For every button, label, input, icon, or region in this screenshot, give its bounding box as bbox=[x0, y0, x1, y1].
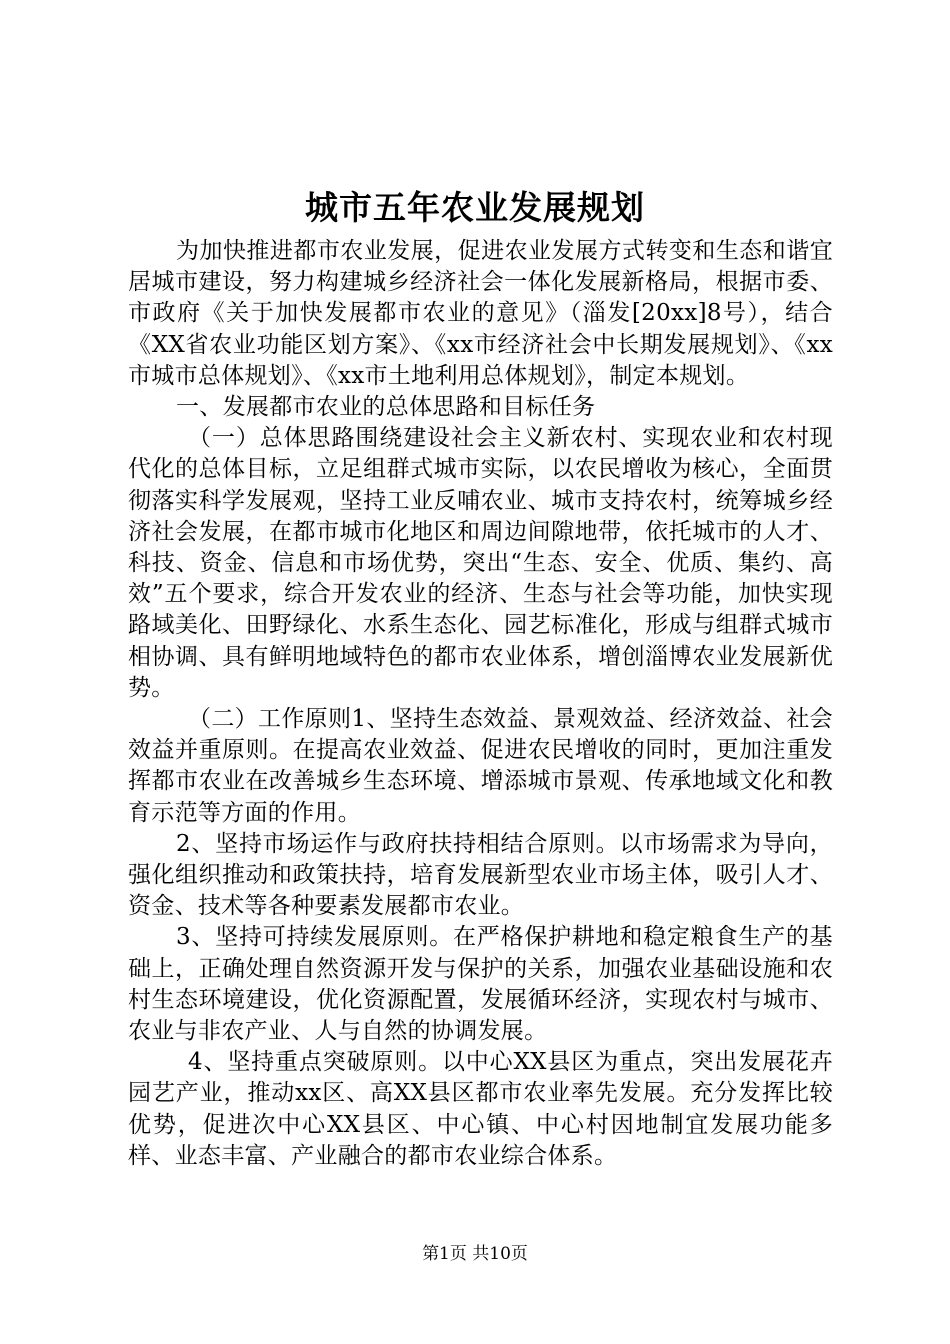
paragraph-intro: 为加快推进都市农业发展，促进农业发展方式转变和生态和谐宜居城市建设，努力构建城乡经济社会一体化发展新格局，根据市委、市政府《关于加快发展都市农业的意见》（淄发[20xx]8号），结合《XX省农业功能区划方案》、《xx市经济社会中长期发展规划》、《xx市城市总体规划》、《xx市土地利用总体规划》，制定本规划。 bbox=[128, 238, 833, 389]
paragraph-working-principle-3: 3、坚持可持续发展原则。在严格保护耕地和稳定粮食生产的基础上，正确处理自然资源开发与保护的关系，加强农业基础设施和农村生态环境建设，优化资源配置，发展循环经济，实现农村与城市、农业与非农产业、人与自然的协调发展。 bbox=[128, 924, 833, 1045]
paragraph-working-principle-4: 4、坚持重点突破原则。以中心XX县区为重点，突出发展花卉园艺产业，推动xx区、高XX县区都市农业率先发展。充分发挥比较优势，促进次中心XX县区、中心镇、中心村因地制宜发展功能多样、业态丰富、产业融合的都市农业综合体系。 bbox=[128, 1049, 833, 1169]
page-number-footer: 第1页 共10页 bbox=[422, 1244, 528, 1264]
document-title: 城市五年农业发展规划 bbox=[305, 188, 645, 227]
paragraph-working-principle-2: 2、坚持市场运作与政府扶持相结合原则。以市场需求为导向，强化组织推动和政策扶持，培育发展新型农业市场主体，吸引人才、资金、技术等各种要素发展都市农业。 bbox=[128, 830, 833, 920]
paragraph-overall-approach: （一）总体思路围绕建设社会主义新农村、实现农业和农村现代化的总体目标，立足组群式城市实际，以农民增收为核心，全面贯彻落实科学发展观，坚持工业反哺农业、城市支持农村，统筹城乡经济社会发展，在都市城市化地区和周边间隙地带，依托城市的人才、科技、资金、信息和市场优势，突出“生态、安全、优质、集约、高效”五个要求，综合开发农业的经济、生态与社会等功能，加快实现路域美化、田野绿化、水系生态化、园艺标准化，形成与组群式城市相协调、具有鲜明地域特色的都市农业体系，增创淄博农业发展新优势。 bbox=[128, 425, 833, 701]
document-body bbox=[128, 236, 833, 1172]
section-heading-1: 一、发展都市农业的总体思路和目标任务 bbox=[176, 394, 596, 421]
paragraph-working-principle-1: （二）工作原则1、坚持生态效益、景观效益、经济效益、社会效益并重原则。在提高农业效益、促进农民增收的同时，更加注重发挥都市农业在改善城乡生态环境、增添城市景观、传承地域文化和教育示范等方面的作用。 bbox=[128, 706, 833, 826]
